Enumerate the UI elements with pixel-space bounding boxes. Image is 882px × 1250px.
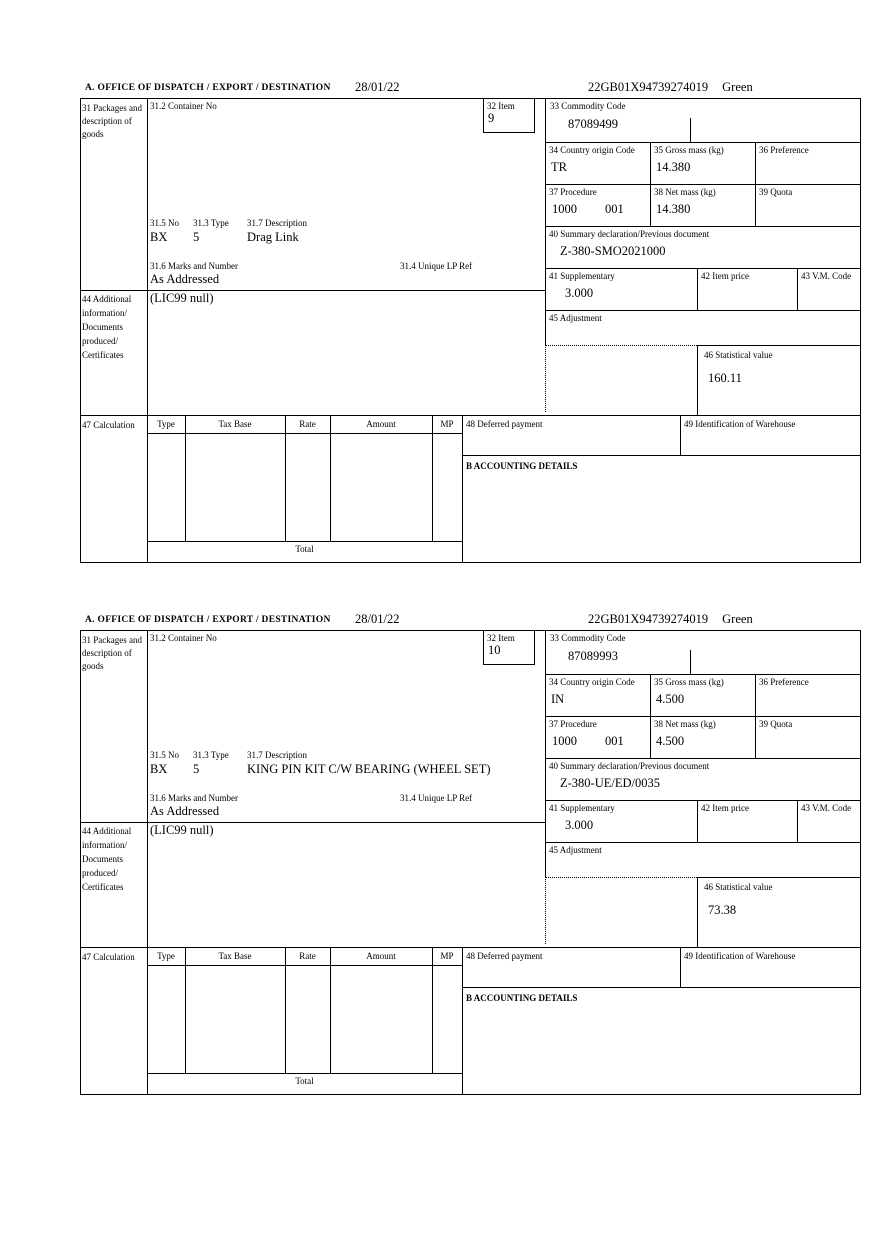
- route-status: Green: [722, 612, 753, 626]
- calc-table-column-line: [330, 947, 331, 1073]
- quota-label: 39 Quota: [759, 719, 793, 729]
- declaration-reference: [588, 613, 753, 627]
- dotted-divider-line: [545, 877, 546, 944]
- divider-line: [697, 268, 698, 310]
- procedure-code-extra: 001: [605, 202, 624, 216]
- divider-line: [797, 268, 798, 310]
- divider-line: [545, 226, 860, 227]
- calc-table-column-line: [432, 947, 433, 1073]
- package-no-label: 31.5 No: [150, 750, 179, 760]
- calc-col-mp: MP: [440, 419, 454, 429]
- country-origin-label: 34 Country origin Code: [549, 145, 635, 155]
- divider-line: [797, 800, 798, 842]
- package-type-value: 5: [193, 230, 200, 244]
- deferred-payment-label: 48 Deferred payment: [466, 419, 543, 429]
- divider-line: [147, 965, 462, 966]
- procedure-code: 1000: [552, 202, 577, 216]
- calc-table-column-line: [185, 947, 186, 1073]
- unique-lp-ref-label: 31.4 Unique LP Ref: [400, 261, 473, 271]
- divider-line: [545, 716, 860, 717]
- calc-col-mp: MP: [440, 951, 454, 961]
- reference-number: 22GB01X94739274019: [588, 612, 709, 626]
- procedure-label: 37 Procedure: [549, 187, 597, 197]
- reference-number: 22GB01X94739274019: [588, 80, 709, 94]
- calc-table-header: [147, 947, 462, 965]
- divider-line: [147, 630, 148, 1094]
- country-origin-value: IN: [551, 692, 565, 706]
- additional-information-value: (LIC99 null): [150, 823, 214, 837]
- divider-line: [147, 541, 462, 542]
- previous-document-label: 40 Summary declaration/Previous document: [549, 229, 710, 239]
- item-label: 32 Item: [487, 633, 515, 643]
- adjustment-label: 45 Adjustment: [549, 845, 602, 855]
- item-price-label: 42 Item price: [701, 803, 749, 813]
- goods-description-value: Drag Link: [247, 230, 299, 244]
- divider-line: [545, 310, 860, 311]
- item-frame: [80, 98, 861, 563]
- supplementary-label: 41 Supplementary: [549, 803, 615, 813]
- calc-table-column-line: [285, 947, 286, 1073]
- previous-document-value: Z-380-UE/ED/0035: [560, 776, 660, 790]
- divider-line: [147, 433, 462, 434]
- calculation-label: 47 Calculation: [82, 952, 135, 962]
- quota-label: 39 Quota: [759, 187, 793, 197]
- supplementary-value: 3.000: [565, 818, 594, 832]
- divider-line: [545, 842, 860, 843]
- divider-line: [545, 674, 860, 675]
- divider-line: [545, 800, 860, 801]
- divider-line: [545, 268, 860, 269]
- gross-mass-value: 4.500: [656, 692, 685, 706]
- divider-line: [462, 455, 860, 456]
- calc-col-rate: Rate: [299, 419, 316, 429]
- package-no-value: BX: [150, 762, 168, 776]
- dotted-divider-line: [545, 877, 697, 878]
- package-no-value: BX: [150, 230, 168, 244]
- vm-code-label: 43 V.M. Code: [801, 271, 852, 281]
- calc-total-label: Total: [295, 544, 314, 554]
- item-number-value: 9: [488, 111, 495, 125]
- declaration-section: [0, 612, 882, 1132]
- marks-value: As Addressed: [150, 272, 220, 286]
- marks-value: As Addressed: [150, 804, 220, 818]
- calc-col-tax-base: Tax Base: [218, 951, 252, 961]
- previous-document-label: 40 Summary declaration/Previous document: [549, 761, 710, 771]
- statistical-value-label: 46 Statistical value: [704, 882, 773, 892]
- package-type-label: 31.3 Type: [193, 750, 229, 760]
- item-frame: [80, 630, 861, 1095]
- item-box: [483, 98, 535, 133]
- gross-mass-label: 35 Gross mass (kg): [654, 677, 724, 687]
- calc-col-type: Type: [157, 951, 175, 961]
- unique-lp-ref-label: 31.4 Unique LP Ref: [400, 793, 473, 803]
- supplementary-label: 41 Supplementary: [549, 271, 615, 281]
- procedure-value: [552, 735, 624, 749]
- procedure-code: 1000: [552, 734, 577, 748]
- net-mass-value: 14.380: [656, 202, 691, 216]
- net-mass-label: 38 Net mass (kg): [654, 187, 716, 197]
- warehouse-id-label: 49 Identification of Warehouse: [684, 951, 796, 961]
- divider-line: [680, 947, 681, 987]
- divider-line: [462, 987, 860, 988]
- calc-table-column-line: [432, 415, 433, 541]
- divider-line: [697, 800, 698, 842]
- calc-col-amount: Amount: [366, 419, 396, 429]
- statistical-value-label: 46 Statistical value: [704, 350, 773, 360]
- additional-information-label: 44 Additional information/ Documents produced/ Certificates: [82, 294, 132, 360]
- commodity-code-value: 87089993: [568, 649, 618, 663]
- route-status: Green: [722, 80, 753, 94]
- calc-col-tax-base: Tax Base: [218, 419, 252, 429]
- additional-information-value: (LIC99 null): [150, 291, 214, 305]
- divider-line: [545, 142, 860, 143]
- gross-mass-label: 35 Gross mass (kg): [654, 145, 724, 155]
- procedure-value: [552, 203, 624, 217]
- declaration-reference: [588, 81, 753, 95]
- package-no-label: 31.5 No: [150, 218, 179, 228]
- dotted-divider-line: [545, 345, 697, 346]
- statistical-value: 73.38: [708, 903, 737, 917]
- country-origin-label: 34 Country origin Code: [549, 677, 635, 687]
- calculation-label: 47 Calculation: [82, 420, 135, 430]
- warehouse-id-label: 49 Identification of Warehouse: [684, 419, 796, 429]
- item-label: 32 Item: [487, 101, 515, 111]
- commodity-code-divider: [690, 650, 691, 674]
- deferred-payment-label: 48 Deferred payment: [466, 951, 543, 961]
- declaration-section: [0, 80, 882, 600]
- package-type-label: 31.3 Type: [193, 218, 229, 228]
- declaration-date: 28/01/22: [355, 80, 400, 94]
- divider-line: [147, 98, 148, 562]
- dotted-divider-line: [545, 345, 546, 412]
- packages-description-label: 31 Packages and description of goods: [82, 103, 142, 140]
- commodity-code-label: 33 Commodity Code: [550, 101, 626, 111]
- statistical-value-box: [697, 345, 861, 416]
- divider-line: [545, 758, 860, 759]
- description-label: 31.7 Description: [247, 750, 307, 760]
- vm-code-label: 43 V.M. Code: [801, 803, 852, 813]
- item-price-label: 42 Item price: [701, 271, 749, 281]
- office-of-dispatch-label: A. OFFICE OF DISPATCH / EXPORT / DESTINATION: [85, 615, 331, 625]
- accounting-details-label: B ACCOUNTING DETAILS: [466, 993, 578, 1003]
- commodity-code-value: 87089499: [568, 117, 618, 131]
- calc-table-column-line: [330, 415, 331, 541]
- item-box: [483, 630, 535, 665]
- divider-line: [680, 415, 681, 455]
- calc-table-column-line: [285, 415, 286, 541]
- item-number-value: 10: [488, 643, 501, 657]
- commodity-code-divider: [690, 118, 691, 142]
- procedure-label: 37 Procedure: [549, 719, 597, 729]
- preference-label: 36 Preference: [759, 145, 809, 155]
- packages-description-label: 31 Packages and description of goods: [82, 635, 142, 672]
- statistical-value-box: [697, 877, 861, 948]
- statistical-value: 160.11: [708, 371, 742, 385]
- previous-document-value: Z-380-SMO2021000: [560, 244, 666, 258]
- goods-description-value: KING PIN KIT C/W BEARING (WHEEL SET): [247, 762, 491, 776]
- calc-table-header: [147, 415, 462, 433]
- divider-line: [545, 630, 546, 877]
- divider-line: [462, 947, 463, 1094]
- divider-line: [545, 98, 546, 345]
- marks-number-label: 31.6 Marks and Number: [150, 793, 238, 803]
- description-label: 31.7 Description: [247, 218, 307, 228]
- divider-line: [147, 1073, 462, 1074]
- preference-label: 36 Preference: [759, 677, 809, 687]
- additional-information-label: 44 Additional information/ Documents produced/ Certificates: [82, 826, 132, 892]
- procedure-code-extra: 001: [605, 734, 624, 748]
- calc-col-type: Type: [157, 419, 175, 429]
- adjustment-label: 45 Adjustment: [549, 313, 602, 323]
- calc-total-label: Total: [295, 1076, 314, 1086]
- office-of-dispatch-label: A. OFFICE OF DISPATCH / EXPORT / DESTINATION: [85, 83, 331, 93]
- calc-table-column-line: [185, 415, 186, 541]
- net-mass-label: 38 Net mass (kg): [654, 719, 716, 729]
- divider-line: [545, 184, 860, 185]
- country-origin-value: TR: [551, 160, 567, 174]
- calc-col-rate: Rate: [299, 951, 316, 961]
- supplementary-value: 3.000: [565, 286, 594, 300]
- gross-mass-value: 14.380: [656, 160, 691, 174]
- package-type-value: 5: [193, 762, 200, 776]
- declaration-date: 28/01/22: [355, 612, 400, 626]
- container-no-label: 31.2 Container No: [150, 101, 217, 111]
- commodity-code-label: 33 Commodity Code: [550, 633, 626, 643]
- accounting-details-label: B ACCOUNTING DETAILS: [466, 461, 578, 471]
- divider-line: [462, 415, 463, 562]
- container-no-label: 31.2 Container No: [150, 633, 217, 643]
- marks-number-label: 31.6 Marks and Number: [150, 261, 238, 271]
- net-mass-value: 4.500: [656, 734, 685, 748]
- calc-col-amount: Amount: [366, 951, 396, 961]
